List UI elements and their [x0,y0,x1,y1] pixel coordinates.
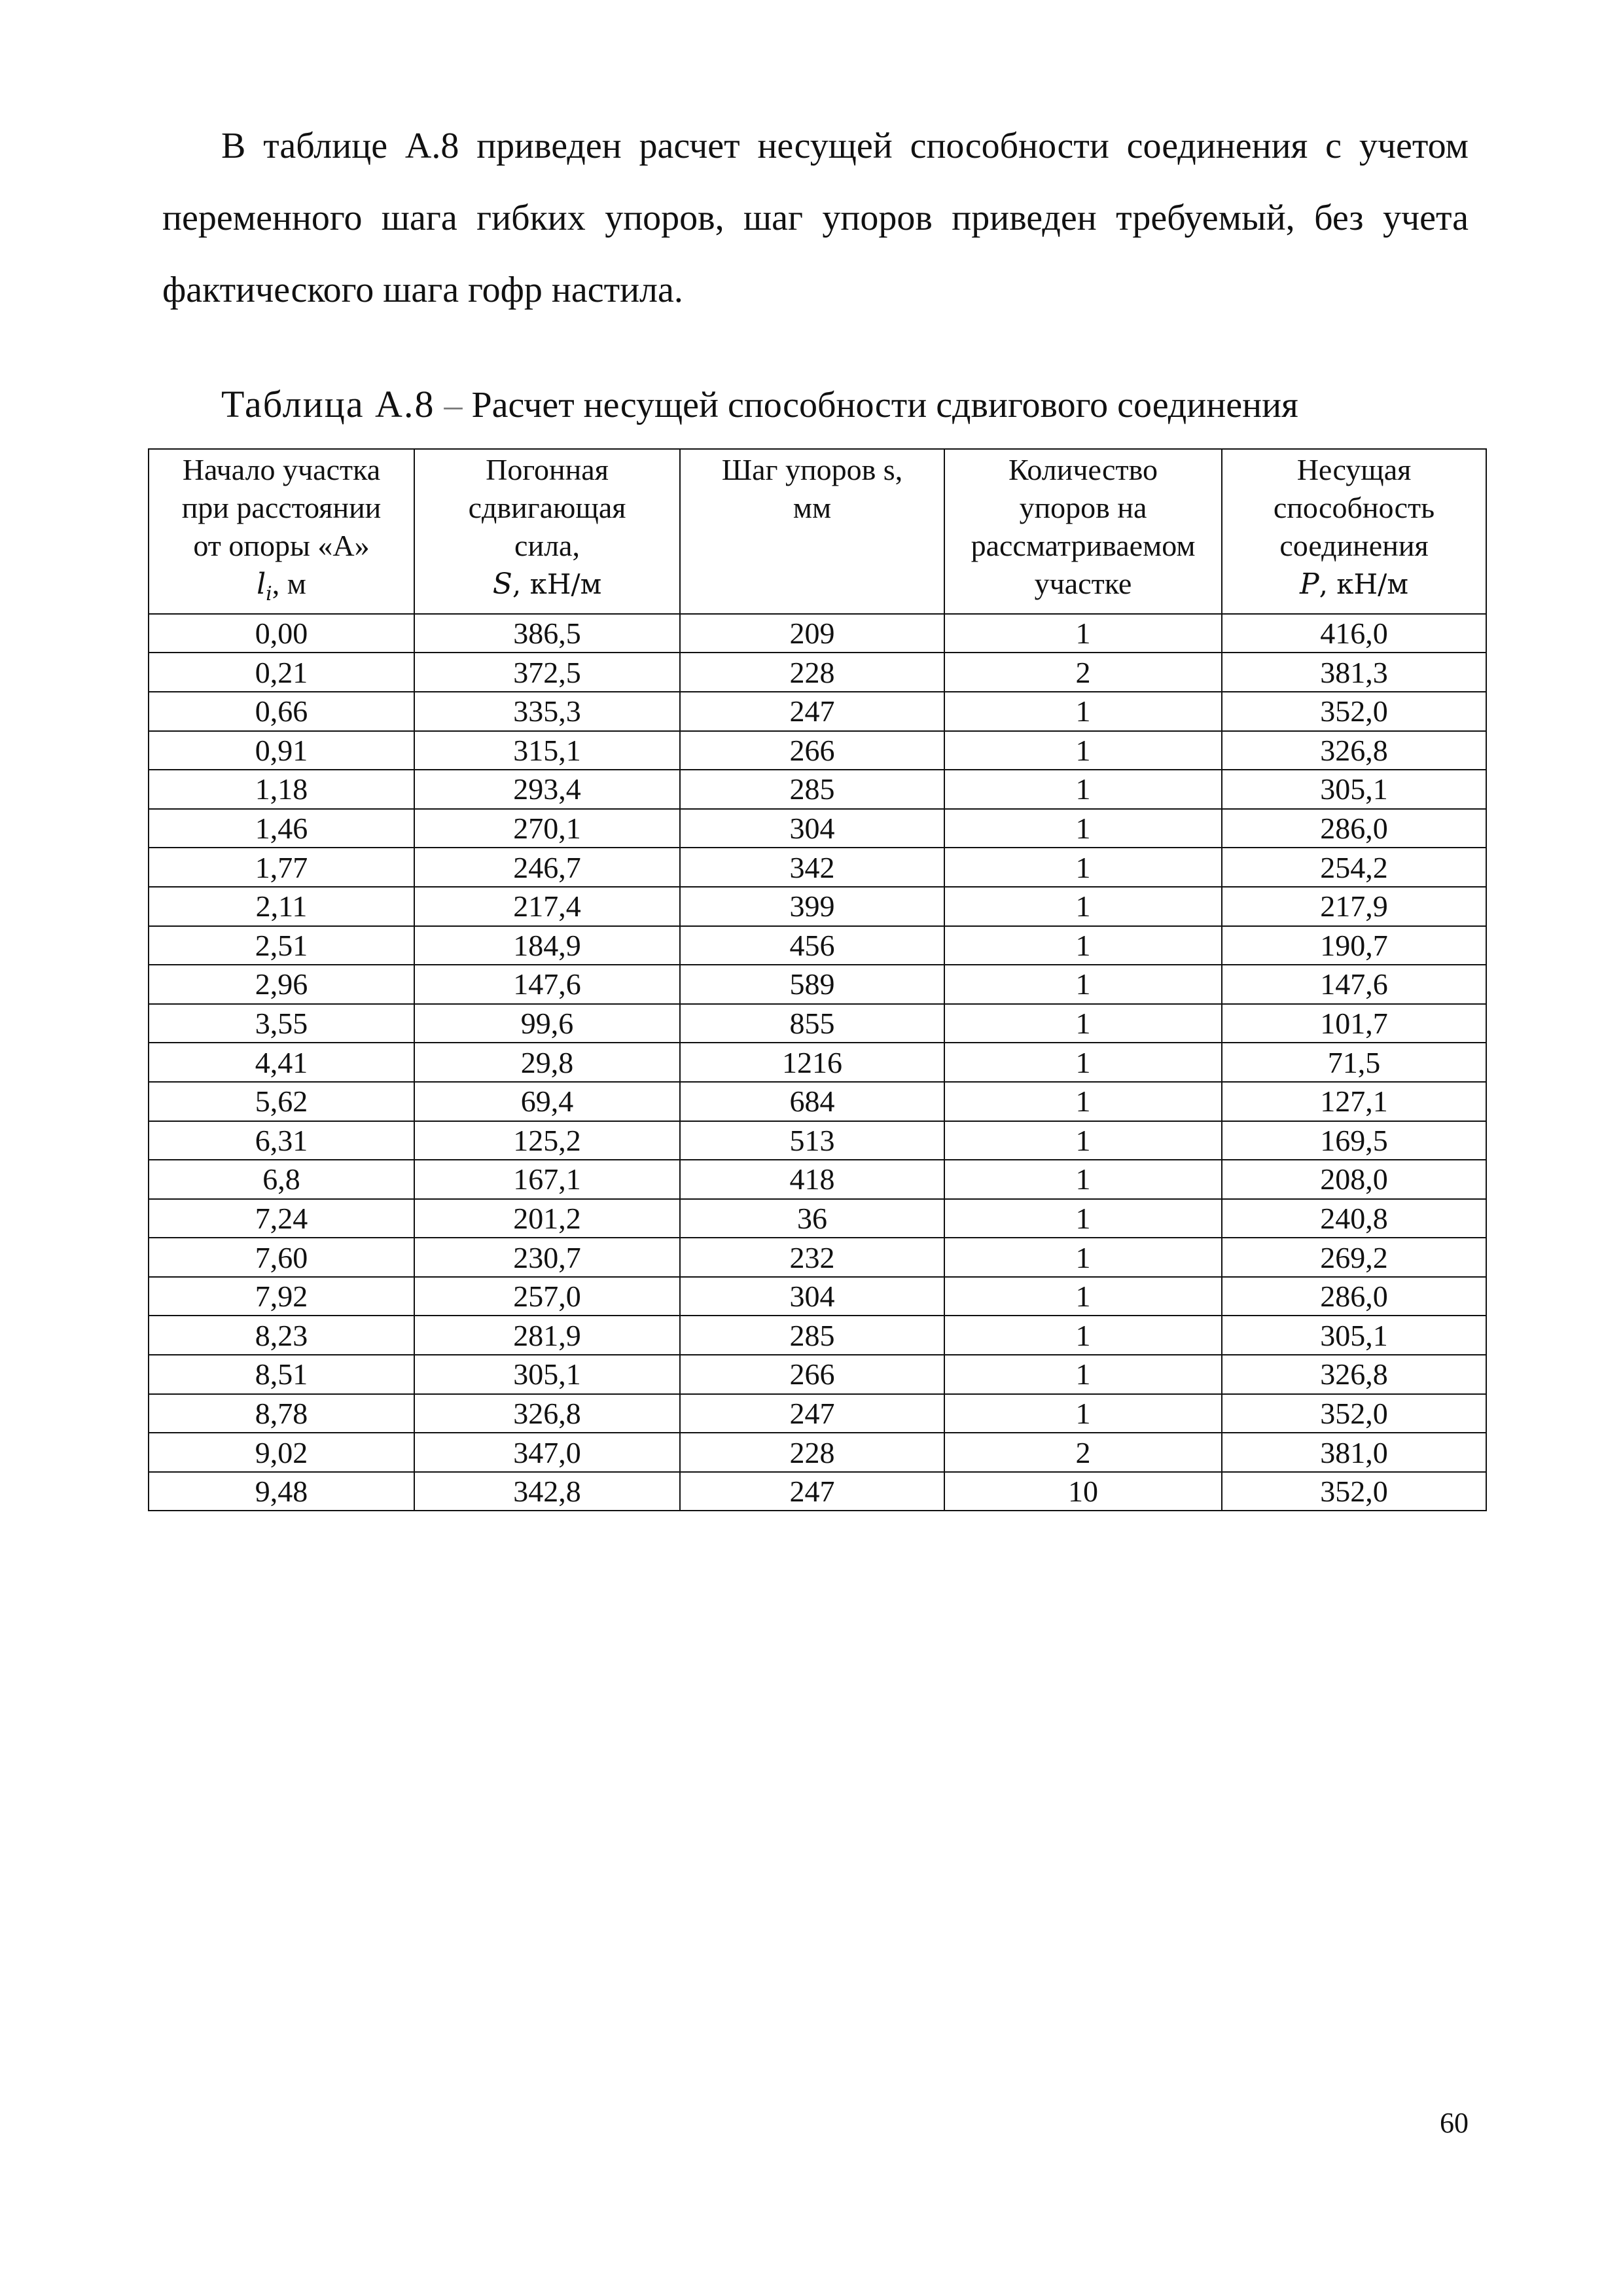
table-row [149,692,1486,731]
table-cell: 147,6 [414,965,680,1004]
table-cell: 347,0 [414,1433,680,1472]
table-cell: 5,62 [149,1082,414,1121]
column-header-line: от опоры «А» [193,529,370,562]
page-number: 60 [1440,2107,1469,2139]
table-cell: 286,0 [1222,809,1486,848]
column-header-symbol: $l_i$ [257,567,272,605]
table-row [149,1121,1486,1160]
table-cell: 1 [944,926,1222,965]
table-row [149,1160,1486,1199]
column-header-line: участке [1034,567,1132,600]
table-cell: 228 [680,653,944,692]
table-cell: 0,21 [149,653,414,692]
table-cell: 372,5 [414,653,680,692]
table-cell: 3,55 [149,1004,414,1043]
table-cell: 286,0 [1222,1277,1486,1316]
table-cell: 335,3 [414,692,680,731]
table-cell: 855 [680,1004,944,1043]
column-header-line: упоров на [1019,491,1147,524]
table-cell: 127,1 [1222,1082,1486,1121]
table-cell: 10 [944,1472,1222,1511]
table-cell: 381,0 [1222,1433,1486,1472]
table-cell: 270,1 [414,809,680,848]
table-cell: 305,1 [414,1355,680,1394]
table-cell: 342,8 [414,1472,680,1511]
table-cell: 381,3 [1222,653,1486,692]
table-cell: 201,2 [414,1199,680,1238]
table-cell: 352,0 [1222,692,1486,731]
table-cell: 247 [680,1394,944,1433]
table-cell: 247 [680,1472,944,1511]
table-cell: 326,8 [1222,1355,1486,1394]
table-cell: 1 [944,770,1222,809]
table-cell: 169,5 [1222,1121,1486,1160]
table-cell: 228 [680,1433,944,1472]
table-cell: 7,60 [149,1238,414,1277]
table-cell: 266 [680,731,944,770]
column-header-1 [149,449,414,614]
table-row [149,1433,1486,1472]
column-header-line: Несущая [1296,453,1412,486]
table-cell: 315,1 [414,731,680,770]
table-row [149,809,1486,848]
table-row [149,614,1486,653]
table-cell: 1,18 [149,770,414,809]
table-row [149,848,1486,887]
column-header-line: Количество [1008,453,1158,486]
table-cell: 589 [680,965,944,1004]
table-cell: 1 [944,1121,1222,1160]
table-row [149,1394,1486,1433]
table-cell: 285 [680,1316,944,1355]
table-cell: 1 [944,1160,1222,1199]
table-cell: 230,7 [414,1238,680,1277]
table-cell: 8,23 [149,1316,414,1355]
column-header-line: способность [1273,491,1435,524]
table-row [149,1277,1486,1316]
table-cell: 399 [680,887,944,926]
table-row [149,1082,1486,1121]
column-header-3 [680,449,944,614]
table-cell: 1 [944,887,1222,926]
table-cell: 1 [944,1082,1222,1121]
intro-paragraph: В таблице А.8 приведен расчет несущей способности соединения с учетом переменного шага гибких упоров, шаг упоров приведен требуемый, без учета фактического шага гофр настила. [162,126,1469,310]
table-cell: 1 [944,1238,1222,1277]
table-cell: 326,8 [414,1394,680,1433]
table-cell: 1 [944,1394,1222,1433]
table-cell: 304 [680,809,944,848]
table-cell: 281,9 [414,1316,680,1355]
column-header-unit [1222,565,1486,603]
table-cell: 1 [944,1355,1222,1394]
column-header-line: мм [793,491,832,524]
table-cell: 456 [680,926,944,965]
column-header-2 [414,449,680,614]
table-row [149,1355,1486,1394]
column-header-line: соединения [1279,529,1429,562]
table-row [149,1199,1486,1238]
table-cell: 305,1 [1222,1316,1486,1355]
table-cell: 29,8 [414,1043,680,1082]
table-cell: 8,78 [149,1394,414,1433]
table-cell: 0,00 [149,614,414,653]
column-header-symbol: S [492,567,512,601]
column-header-line: рассматриваемом [971,529,1196,562]
table-cell: 7,24 [149,1199,414,1238]
column-header-unit [149,565,414,613]
table-caption [221,381,1298,429]
column-header-line: при расстоянии [181,491,382,524]
table-cell: 1216 [680,1043,944,1082]
table-cell: 208,0 [1222,1160,1486,1199]
column-header-line: Начало участка [182,453,381,486]
table-body [149,614,1486,1511]
table-row [149,887,1486,926]
table-cell: 1 [944,965,1222,1004]
table-cell: 1,46 [149,809,414,848]
column-header-unit-text: , м [272,567,306,600]
table-cell: 1 [944,731,1222,770]
table-row [149,1238,1486,1277]
table-cell: 513 [680,1121,944,1160]
column-header-line: Шаг упоров s, [721,453,903,486]
table-cell: 1 [944,1004,1222,1043]
table-row [149,770,1486,809]
table-caption-dash: – [444,385,463,425]
table-cell: 2,51 [149,926,414,965]
table-cell: 2,96 [149,965,414,1004]
table-cell: 352,0 [1222,1394,1486,1433]
table-row [149,1043,1486,1082]
column-header-line: сила, [514,529,580,562]
table-cell: 418 [680,1160,944,1199]
table-cell: 240,8 [1222,1199,1486,1238]
table-cell: 254,2 [1222,848,1486,887]
table-cell: 247 [680,692,944,731]
table-row [149,1472,1486,1511]
table-cell: 1 [944,1043,1222,1082]
table-caption-title: Расчет несущей способности сдвигового соединения [471,385,1298,425]
column-header-unit-text: , кН/м [1319,568,1408,600]
column-header-unit [415,565,679,603]
bearing-capacity-table [148,448,1487,1511]
table-row [149,965,1486,1004]
table-cell: 217,9 [1222,887,1486,926]
table-cell: 217,4 [414,887,680,926]
table-cell: 2,11 [149,887,414,926]
table-cell: 1 [944,1277,1222,1316]
table-cell: 101,7 [1222,1004,1486,1043]
table-cell: 342 [680,848,944,887]
table-cell: 352,0 [1222,1472,1486,1511]
table-cell: 257,0 [414,1277,680,1316]
table-cell: 4,41 [149,1043,414,1082]
table-row [149,1004,1486,1043]
table-cell: 7,92 [149,1277,414,1316]
table-cell: 0,66 [149,692,414,731]
table-cell: 269,2 [1222,1238,1486,1277]
table-row [149,926,1486,965]
table-row [149,731,1486,770]
table-cell: 6,31 [149,1121,414,1160]
table-cell: 266 [680,1355,944,1394]
table-cell: 0,91 [149,731,414,770]
table-cell: 1 [944,614,1222,653]
table-cell: 1 [944,809,1222,848]
table-cell: 9,48 [149,1472,414,1511]
table-cell: 232 [680,1238,944,1277]
table-cell: 285 [680,770,944,809]
table-cell: 184,9 [414,926,680,965]
table-cell: 305,1 [1222,770,1486,809]
table-cell: 190,7 [1222,926,1486,965]
table-cell: 1 [944,848,1222,887]
table-caption-label: Таблица А.8 [221,383,435,425]
table-cell: 304 [680,1277,944,1316]
table-cell: 36 [680,1199,944,1238]
column-header-unit-text: , кН/м [512,568,602,600]
table-cell: 2 [944,1433,1222,1472]
column-header-line: Погонная [486,453,609,486]
table-cell: 71,5 [1222,1043,1486,1082]
table-cell: 1 [944,692,1222,731]
table-cell: 416,0 [1222,614,1486,653]
table-cell: 246,7 [414,848,680,887]
table-cell: 209 [680,614,944,653]
table-cell: 2 [944,653,1222,692]
table-cell: 386,5 [414,614,680,653]
table-cell: 167,1 [414,1160,680,1199]
table-cell: 293,4 [414,770,680,809]
column-header-symbol: P [1299,567,1319,601]
table-cell: 1,77 [149,848,414,887]
table-cell: 326,8 [1222,731,1486,770]
column-header-5 [1222,449,1486,614]
table-cell: 6,8 [149,1160,414,1199]
table-cell: 69,4 [414,1082,680,1121]
table-cell: 1 [944,1316,1222,1355]
table-cell: 1 [944,1199,1222,1238]
table-row [149,653,1486,692]
column-header-line: сдвигающая [468,491,626,524]
table-cell: 125,2 [414,1121,680,1160]
table-cell: 9,02 [149,1433,414,1472]
table-row [149,1316,1486,1355]
column-header-4 [944,449,1222,614]
table-cell: 8,51 [149,1355,414,1394]
table-cell: 147,6 [1222,965,1486,1004]
table-header-row [149,449,1486,614]
table-cell: 99,6 [414,1004,680,1043]
table-cell: 684 [680,1082,944,1121]
